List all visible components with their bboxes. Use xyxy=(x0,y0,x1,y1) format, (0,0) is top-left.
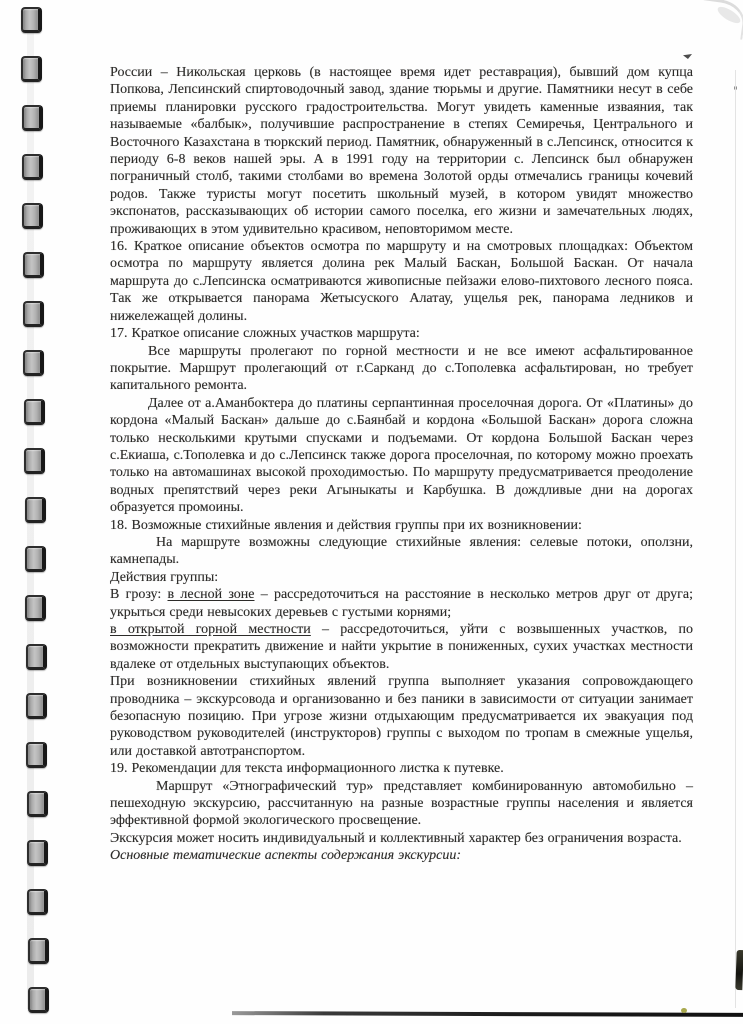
binding-ring xyxy=(26,693,47,719)
forest-zone-underlined: в лесной зоне xyxy=(167,587,255,603)
binding-ring xyxy=(28,987,49,1013)
binding-ring xyxy=(25,497,46,523)
binding-ring xyxy=(26,742,47,768)
binding-ring xyxy=(25,595,46,621)
binding-ring xyxy=(27,840,48,866)
section-18-actions-label: Действия группы: xyxy=(110,569,219,585)
section-18-heading: 18. Возможные стихийные явления и действия группы при их возникновении: xyxy=(110,517,582,533)
paragraph-continuation: России – Никольская церковь (в настоящее время идет реставрация), бывший дом купца Попкова, Лепсинский спиртоводочный завод, здание тюрьмы и другие. Памятники несут в себе приемы планировки русского градостроительства. Могут увидеть каменные изваяния, так называемые «балбык», получившие распространение в степях Семиречья, Центрального и Восточного Казахстана в тюркский период. Памятник, обнаруженный в с.Лепсинск, относится к периоду 6-8 веков нашей эры. А в 1991 году на территории с. Лепсинск был обнаружен пограничный столб, такими столбами во времена Золотой орды отмечались границы кочевий родов. Также туристы могут посетить школьный музей, в котором увидят множество экспонатов, рассказывающих об истории самого поселка, его жизни и замечательных людях, проживающих в этом удивительно красивом, неповторимом месте. xyxy=(110,65,693,237)
binding-ring xyxy=(22,154,43,180)
binding-ring xyxy=(26,644,47,670)
binding-ring xyxy=(22,105,43,131)
text-body xyxy=(110,64,693,865)
section-19-paragraph-2: Экскурсия может носить индивидуальный и коллективный характер без ограничения возраста. xyxy=(110,830,682,846)
binding-ring xyxy=(27,889,48,915)
section-17-heading: 17. Краткое описание сложных участков маршрута: xyxy=(110,326,420,342)
section-19-heading: 19. Рекомендации для текста информационного листка к путевке. xyxy=(110,761,504,777)
section-19-paragraph-1: Маршрут «Этнографический тур» представляет комбинированную автомобильно – пешеходную экскурсию, рассчитанную на разные возрастные группы населения и является эффективной формой экологического просвещение. xyxy=(110,778,693,829)
scan-bottom-edge xyxy=(232,1011,743,1017)
section-18-open-terrain xyxy=(110,621,693,673)
section-18-paragraph-evacuation: При возникновении стихийных явлений группа выполняет указания сопровождающего проводника – экскурсовода и организованно и без паники в зависимости от ситуации занимает безопасную позицию. При угрозе жизни отдыхающим предусматривается их эвакуация под руководством руководителей (инструкторов) группы с выходом по тропам в смежные ущелья, или доставкой автотранспортом. xyxy=(110,674,693,759)
binding-ring xyxy=(23,252,44,278)
section-18-paragraph-1: На маршруте возможны следующие стихийные явления: селевые потоки, оползни, камнепады. xyxy=(110,534,693,568)
bottom-speck xyxy=(681,1008,687,1013)
thunderstorm-prefix: В грозу: xyxy=(110,587,168,603)
page-edge-line xyxy=(735,70,736,1008)
ink-speck xyxy=(683,54,692,59)
section-17-paragraph-1: Все маршруты пролегают по горной местности и не все имеют асфальтированное покрытие. Маршрут пролегающий от г.Сарканд до с.Тополевка асфальтирован, но требует капитального ремонта. xyxy=(110,343,693,394)
binding-ring xyxy=(27,791,48,817)
section-18-thunderstorm-forest xyxy=(110,586,693,621)
binding-ring xyxy=(24,399,45,425)
binding-ring xyxy=(21,7,42,33)
binding-ring xyxy=(23,350,44,376)
section-16-paragraph: 16. Краткое описание объектов осмотра по маршруту и на смотровых площадках: Объектом осмотра по маршруту является долина рек Малый Баскан, Большой Баскан. От начала маршрута до с.Лепсинска осматриваются живописные пейзажи елово-пихтового лесного пояса. Так же открывается панорама Жетысуского Алатау, ущелья рек, панорама ледников и нижележащей долины. xyxy=(110,239,693,324)
binding-ring xyxy=(25,546,46,572)
binding-ring xyxy=(28,938,49,964)
binding-ring xyxy=(24,448,45,474)
forest-zone-text: – рассредоточиться на расстояние в несколько метров друг от друга; укрыться среди невысоких деревьев с густыми корнями; xyxy=(110,587,694,620)
binding-ring xyxy=(22,203,43,229)
section-19-thematic-aspects: Основные тематические аспекты содержания экскурсии: xyxy=(110,848,462,864)
scan-edge-mark xyxy=(735,950,743,990)
section-17-paragraph-2: Далее от а.Аманбоктера до платины серпантинная проселочная дорога. От «Платины» до кордона «Малый Баскан» дальше до с.Баянбай и кордона «Большой Баскан» дорога сложна только несколькими крутыми спусками и подъемами. От кордона Большой Баскан через с.Екиаша, с.Тополевка и до с.Лепсинск также дорога проселочная, по которому можно проехать только на автомашинах высокой проходимостью. По маршруту предусматривается преодоление водных препятствий через реки Агыныкаты и Карбушка. В дождливые дни на дорогах образуется промоины. xyxy=(110,395,693,516)
open-terrain-text: – рассредоточиться, уйти с возвышенных участков, по возможности прекратить движение и найти укрытие в пониженных, сухих участках местности вдалеке от отдельных выступающих объектов. xyxy=(110,622,693,672)
open-terrain-underlined: в открытой горной местности xyxy=(110,622,311,637)
binding-ring xyxy=(21,56,42,82)
binding-ring xyxy=(23,301,44,327)
